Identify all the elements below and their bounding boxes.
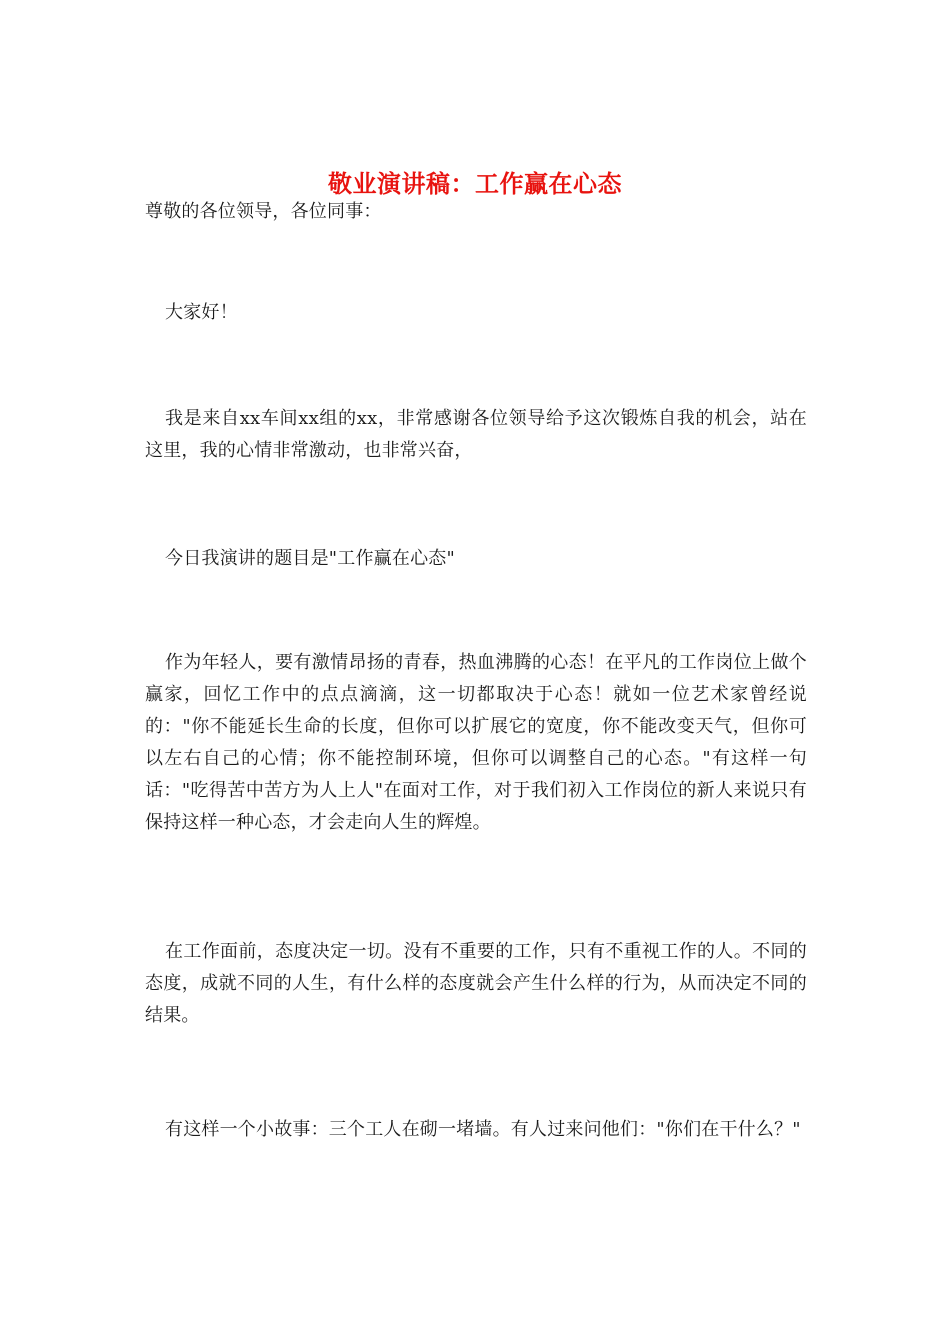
intro-paragraph: 我是来自xx车间xx组的xx，非常感谢各位领导给予这次锻炼自我的机会，站在这里，我的心情非常激动，也非常兴奋， (145, 408, 807, 461)
document-title: 敬业演讲稿：工作赢在心态 (328, 169, 622, 199)
greeting-paragraph: 尊敬的各位领导，各位同事： (145, 201, 382, 222)
topic-paragraph: 今日我演讲的题目是"工作赢在心态" (165, 548, 455, 569)
attitude-paragraph: 在工作面前，态度决定一切。没有不重要的工作，只有不重视工作的人。不同的态度，成就不同的人生，有什么样的态度就会产生什么样的行为，从而决定不同的结果。 (145, 941, 807, 1026)
story-paragraph: 有这样一个小故事：三个工人在砌一堵墙。有人过来问他们："你们在干什么？" (165, 1119, 801, 1140)
youth-paragraph: 作为年轻人，要有激情昂扬的青春，热血沸腾的心态！在平凡的工作岗位上做个赢家，回忆工作中的点点滴滴，这一切都取决于心态！就如一位艺术家曾经说的："你不能延长生命的长度，但你可以扩展它的宽度，你不能改变天气，但你可以左右自己的心情；你不能控制环境，但你可以调整自己的心态。"有这样一句话："吃得苦中苦方为人上人"在面对工作，对于我们初入工作岗位的新人来说只有保持这样一种心态，才会走向人生的辉煌。 (145, 652, 807, 833)
hello-paragraph: 大家好！ (165, 302, 238, 323)
